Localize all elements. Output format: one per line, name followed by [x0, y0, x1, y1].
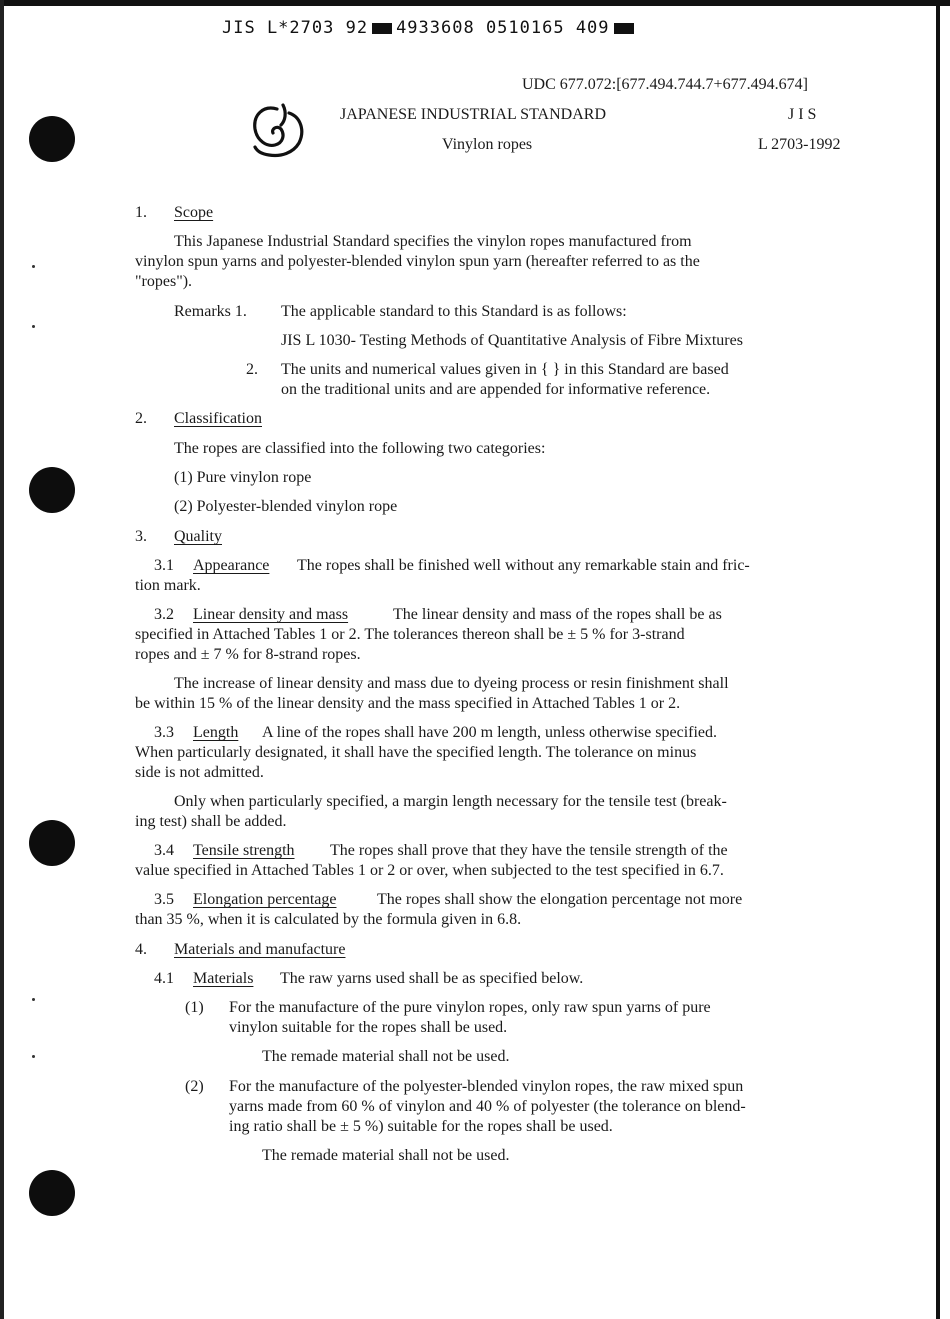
section-3-heading: Quality: [174, 528, 222, 545]
scan-speck: [32, 1055, 35, 1058]
material-2-line-1: For the manufacture of the polyester-blended vinylon ropes, the raw mixed spun: [229, 1078, 744, 1095]
clause-3-5-heading: Elongation percentage: [193, 891, 337, 908]
clause-3-2-heading: Linear density and mass: [193, 606, 349, 623]
standard-number: L 2703-1992: [758, 136, 841, 153]
material-1-line-2: vinylon suitable for the ropes shall be used.: [229, 1019, 508, 1036]
scan-speck: [32, 998, 35, 1001]
punch-hole: [29, 116, 75, 162]
clause-3-3-heading: Length: [193, 724, 239, 741]
section-2-number: 2.: [135, 410, 147, 427]
material-2-note: The remade material shall not be used.: [262, 1147, 510, 1164]
clause-3-2-line-5: be within 15 % of the linear density and the mass specified in Attached Tables 1 or 2.: [135, 695, 681, 712]
clause-3-2-number: 3.2: [154, 606, 174, 623]
clause-3-1-number: 3.1: [154, 557, 174, 574]
category-2: (2) Polyester-blended vinylon rope: [174, 498, 398, 515]
clause-3-4-line-1: The ropes shall prove that they have the tensile strength of the: [330, 842, 728, 859]
udc-code: UDC 677.072:[677.494.744.7+677.494.674]: [522, 76, 808, 93]
remark-1-text: The applicable standard to this Standard is as follows:: [281, 303, 627, 320]
material-1-number: (1): [185, 999, 204, 1016]
scope-line-3: "ropes").: [135, 273, 193, 290]
section-1-heading: Scope: [174, 204, 214, 221]
section-3-number: 3.: [135, 528, 147, 545]
punch-hole: [29, 467, 75, 513]
clause-3-1-line-1: The ropes shall be finished well without any remarkable stain and fric-: [297, 557, 750, 574]
classification-intro: The ropes are classified into the following two categories:: [174, 440, 546, 457]
punch-hole: [29, 820, 75, 866]
scope-line-1: This Japanese Industrial Standard specifies the vinylon ropes manufactured from: [174, 233, 692, 250]
scan-edge-left: [0, 0, 4, 1319]
clause-3-4-number: 3.4: [154, 842, 174, 859]
clause-3-1-line-2: tion mark.: [135, 577, 201, 594]
clause-3-2-line-2: specified in Attached Tables 1 or 2. The tolerances thereon shall be ± 5 % for 3-strand: [135, 626, 685, 643]
scan-edge-top: [0, 0, 950, 6]
scan-code-line: [222, 18, 638, 38]
scan-speck: [32, 325, 35, 328]
clause-3-3-line-4: Only when particularly specified, a margin length necessary for the tensile test (break-: [174, 793, 727, 810]
material-1-note: The remade material shall not be used.: [262, 1048, 510, 1065]
material-2-number: (2): [185, 1078, 204, 1095]
clause-4-1-number: 4.1: [154, 970, 174, 987]
clause-3-3-line-1: A line of the ropes shall have 200 m length, unless otherwise specified.: [262, 724, 718, 741]
remarks-label: Remarks 1.: [174, 303, 247, 320]
remark-2-line-2: on the traditional units and are appended for informative reference.: [281, 381, 711, 398]
material-2-line-3: ing ratio shall be ± 5 %) suitable for the ropes shall be used.: [229, 1118, 613, 1135]
org-name: JAPANESE INDUSTRIAL STANDARD: [340, 106, 606, 123]
section-1-number: 1.: [135, 204, 147, 221]
black-block-mark: [372, 23, 392, 34]
clause-3-2-line-3: ropes and ± 7 % for 8-strand ropes.: [135, 646, 361, 663]
jis-mark-logo: [247, 99, 309, 161]
clause-3-2-line-4: The increase of linear density and mass due to dyeing process or resin finishment shall: [174, 675, 729, 692]
clause-4-1-intro: The raw yarns used shall be as specified below.: [280, 970, 584, 987]
scope-line-2: vinylon spun yarns and polyester-blended vinylon spun yarn (hereafter referred to as the: [135, 253, 700, 270]
section-4-heading: Materials and manufacture: [174, 941, 346, 958]
punch-hole: [29, 1170, 75, 1216]
clause-3-3-line-5: ing test) shall be added.: [135, 813, 287, 830]
clause-3-3-line-3: side is not admitted.: [135, 764, 264, 781]
remark-2-number: 2.: [246, 361, 258, 378]
scan-code-part2: 4933608 0510165 409: [396, 18, 610, 38]
clause-3-2-line-1: The linear density and mass of the ropes shall be as: [393, 606, 722, 623]
scan-speck: [32, 265, 35, 268]
category-1: (1) Pure vinylon rope: [174, 469, 312, 486]
clause-3-4-heading: Tensile strength: [193, 842, 295, 859]
section-4-number: 4.: [135, 941, 147, 958]
black-block-mark: [614, 23, 634, 34]
scan-edge-right: [936, 0, 940, 1319]
section-2-heading: Classification: [174, 410, 262, 427]
material-1-line-1: For the manufacture of the pure vinylon ropes, only raw spun yarns of pure: [229, 999, 711, 1016]
clause-3-1-heading: Appearance: [193, 557, 270, 574]
clause-3-3-line-2: When particularly designated, it shall have the specified length. The tolerance on minus: [135, 744, 697, 761]
jis-label: J I S: [788, 106, 817, 123]
scan-code-part1: JIS L*2703 92: [222, 18, 369, 38]
material-2-line-2: yarns made from 60 % of vinylon and 40 % of polyester (the tolerance on blend-: [229, 1098, 746, 1115]
clause-4-1-heading: Materials: [193, 970, 254, 987]
remark-1-reference: JIS L 1030- Testing Methods of Quantitative Analysis of Fibre Mixtures: [281, 332, 743, 349]
remark-2-line-1: The units and numerical values given in { } in this Standard are based: [281, 361, 729, 378]
clause-3-5-line-1: The ropes shall show the elongation percentage not more: [377, 891, 743, 908]
clause-3-3-number: 3.3: [154, 724, 174, 741]
standard-title: Vinylon ropes: [442, 136, 533, 153]
clause-3-4-line-2: value specified in Attached Tables 1 or 2 or over, when subjected to the test specified in 6.7.: [135, 862, 724, 879]
clause-3-5-line-2: than 35 %, when it is calculated by the formula given in 6.8.: [135, 911, 522, 928]
clause-3-5-number: 3.5: [154, 891, 174, 908]
